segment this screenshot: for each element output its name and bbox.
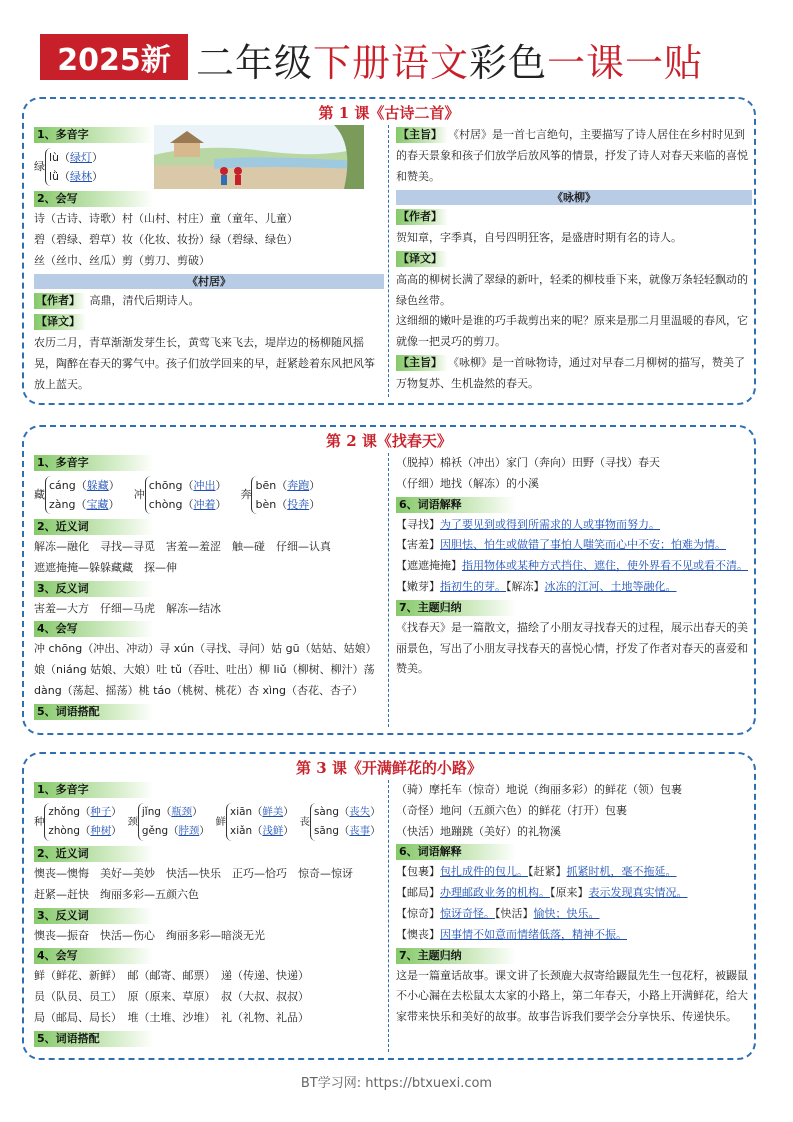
section-heading: 3、反义词 (34, 908, 154, 924)
section-heading: 4、会写 (34, 948, 154, 964)
section-heading: 2、会写 (34, 191, 154, 207)
lesson-2-card (22, 425, 756, 735)
collocation-row: （奇怪）地问（五颜六色）的鲜花（打开）包裹 (396, 803, 627, 817)
lesson-3-right (396, 780, 752, 1028)
section-heading: 5、词语搭配 (34, 704, 154, 720)
section-heading: 5、词语搭配 (34, 1031, 154, 1047)
synonym-row: 赶紧—赶快 绚丽多彩—五颜六色 (34, 887, 199, 901)
section-heading: 7、主题归纳 (396, 948, 516, 964)
polyphone-row: 藏 cáng（躲藏） zàng（宝藏） 冲 chōng（冲出） chòng（冲着） 奔 bēn（奔跑） bèn（投奔） (34, 473, 384, 517)
write-row: 诗（古诗、诗歌）村（山村、村庄）童（童年、儿童） (34, 212, 298, 225)
lesson-title: 第 1 课《古诗二首》 (318, 104, 460, 122)
translation-tag: 【译文】 (34, 314, 86, 330)
section-heading: 6、词语解释 (396, 844, 516, 860)
lesson-1-card (22, 97, 756, 405)
definition: 【遮遮掩掩】指用物体或某种方式挡住、遮住，使外界看不见或看不清。 (396, 559, 748, 573)
author-line: 贺知章，字季真，自号四明狂客，是盛唐时期有名的诗人。 (396, 231, 682, 245)
write-row: 丝（丝巾、丝瓜）剪（剪刀、剪破） (34, 253, 210, 267)
write-list: 冲 chōng（冲出、冲动）寻 xún（寻找、寻问）姑 gū（姑姑、姑娘）娘（niáng 姑娘、大娘）吐 tǔ（吞吐、吐出）柳 liǔ（柳树、柳汁）荡 dàng（荡起、摇荡）桃 táo（桃树、桃花）杏 xìng（杏花、杏子） (34, 642, 377, 697)
polyphone-row: 种 zhǒng（种子） zhòng（种树） 颈 jǐng（瓶颈） gěng（脖颈） 鲜 xiān（鲜美） xiǎn（浅鲜） 丧 sàng（丧失） sāng（丧事） (34, 800, 384, 844)
author-tag: 【作者】 (396, 209, 448, 225)
synonym-row: 遮遮掩掩—躲躲藏藏 探—伸 (34, 560, 177, 574)
synonym-row: 解冻—融化 寻找—寻觅 害羞—羞涩 触—碰 仔细—认真 (34, 540, 331, 553)
column-divider (388, 125, 389, 397)
page-header (40, 30, 760, 84)
section-heading: 2、近义词 (34, 846, 154, 862)
translation-text: 高高的柳树长满了翠绿的新叶，轻柔的柳枝垂下来，就像万条轻轻飘动的绿色丝带。 (396, 272, 748, 307)
collocation-row: （快活）地蹦跳（美好）的礼物溪 (396, 824, 561, 838)
section-heading: 1、多音字 (34, 455, 154, 471)
definition: 【嫩芽】指初生的芽。【解冻】冰冻的江河、土地等融化。 (396, 579, 677, 593)
definition: 【寻找】为了要见到或得到所需求的人或事物而努力。 (396, 517, 660, 531)
collocation-row: （仔细）地找（解冻）的小溪 (396, 476, 539, 490)
collocation-row: （脱掉）棉袄（冲出）家门（奔向）田野（寻找）春天 (396, 456, 660, 469)
column-divider (388, 780, 389, 1052)
lesson-title: 第 3 课《开满鲜花的小路》 (296, 759, 482, 777)
theme-paragraph: 【主旨】 《村居》是一首七言绝句，主要描写了诗人居住在乡村时见到的春天景象和孩子们放学后放风筝的情景，抒发了诗人对春天来临的喜悦和赞美。 (396, 128, 748, 183)
author-line: 【作者】 高鼎，清代后期诗人。 (36, 294, 200, 308)
definition: 【包裹】包扎成件的包儿。【赶紧】抓紧时机，毫不拖延。 (396, 865, 677, 879)
collocation-row: （骑）摩托车（惊奇）地说（绚丽多彩）的鲜花（领）包裹 (396, 783, 682, 796)
section-heading: 1、多音字 (34, 782, 154, 798)
lesson-1-left (34, 125, 384, 395)
synonym-row: 懊丧—懊悔 美好—美妙 快活—快乐 正巧—恰巧 惊奇—惊讶 (34, 867, 353, 880)
section-heading: 6、词语解释 (396, 497, 516, 513)
write-row: 员（队员、员工） 原（原来、草原） 叔（大叔、叔叔） (34, 990, 309, 1004)
section-heading: 4、会写 (34, 621, 154, 637)
column-divider (388, 453, 389, 727)
translation-text: 农历二月，青草渐渐发芽生长，黄莺飞来飞去，堤岸边的杨柳随风摇晃，陶醉在春天的雾气中。孩子们放学回来的早，赶紧趁着东风把风筝放上蓝天。 (34, 335, 375, 391)
pronunciation-group: lù（绿灯） lǜ（绿林） (45, 148, 103, 186)
lesson-1-right (396, 125, 752, 395)
definition: 【惊奇】惊讶奇怪。【快活】愉快；快乐。 (396, 906, 600, 920)
definition: 【邮局】办理邮政业务的机构。【原来】表示发现真实情况。 (396, 886, 688, 900)
translation-text: 这细细的嫩叶是谁的巧手裁剪出来的呢？原来是那二月里温暖的春风，它就像一把灵巧的剪刀。 (396, 314, 748, 349)
theme-text: 这是一篇童话故事。课文讲了长颈鹿大叔寄给鼹鼠先生一包花籽，被鼹鼠不小心漏在去松鼠太太家的小路上，第二年春天，小路上开满鲜花，给大家带来快乐和美好的故事。故事告诉我们要学会分享快乐、传递快乐。 (396, 968, 748, 1024)
theme-paragraph: 【主旨】 《咏柳》是一首咏物诗，通过对早春二月柳树的描写，赞美了万物复苏、生机盎然的春天。 (396, 355, 745, 390)
lesson-3-left (34, 780, 384, 1049)
lesson-2-left (34, 453, 384, 722)
lesson-3-card (22, 752, 756, 1060)
footer-watermark: BT学习网: https://btxuexi.com (300, 1076, 493, 1091)
write-row: 鲜（鲜花、新鲜） 邮（邮寄、邮票） 递（传递、快递） (34, 969, 309, 983)
write-row: 局（邮局、局长） 堆（土堆、沙堆） 礼（礼物、礼品） (34, 1010, 309, 1024)
antonym-row: 懊丧—振奋 快活—伤心 绚丽多彩—暗淡无光 (34, 928, 265, 942)
definition: 【懊丧】因事情不如意而情绪低落，精神不振。 (396, 927, 627, 941)
poem-subtitle: 《村居》 (34, 274, 384, 289)
definition: 【害羞】因胆怯、怕生或做错了事怕人嗤笑而心中不安；怕难为情。 (396, 538, 726, 552)
lesson-title: 第 2 课《找春天》 (326, 432, 452, 450)
section-heading: 1、多音字 (34, 127, 154, 143)
section-heading: 3、反义词 (34, 581, 154, 597)
polyphone-item: 绿 lù（绿灯） lǜ（绿林） (34, 145, 384, 189)
theme-text: 《找春天》是一篇散文，描绘了小朋友寻找春天的过程，展示出春天的美丽景色，写出了小朋友寻找春天的喜悦心情，抒发了作者对春天的喜爱和赞美。 (396, 620, 748, 676)
page-title: 二年级下册语文彩色一课一贴 (196, 41, 704, 85)
poem-subtitle: 《咏柳》 (396, 190, 752, 205)
year-badge: 2025新 (40, 34, 188, 80)
translation-tag: 【译文】 (396, 251, 448, 267)
write-row: 碧（碧绿、碧草）妆（化妆、妆扮）绿（碧绿、绿色） (34, 232, 298, 246)
antonym-row: 害羞—大方 仔细—马虎 解冻—结冰 (34, 601, 221, 615)
section-heading: 7、主题归纳 (396, 600, 516, 616)
lesson-2-right (396, 453, 752, 680)
section-heading: 2、近义词 (34, 519, 154, 535)
